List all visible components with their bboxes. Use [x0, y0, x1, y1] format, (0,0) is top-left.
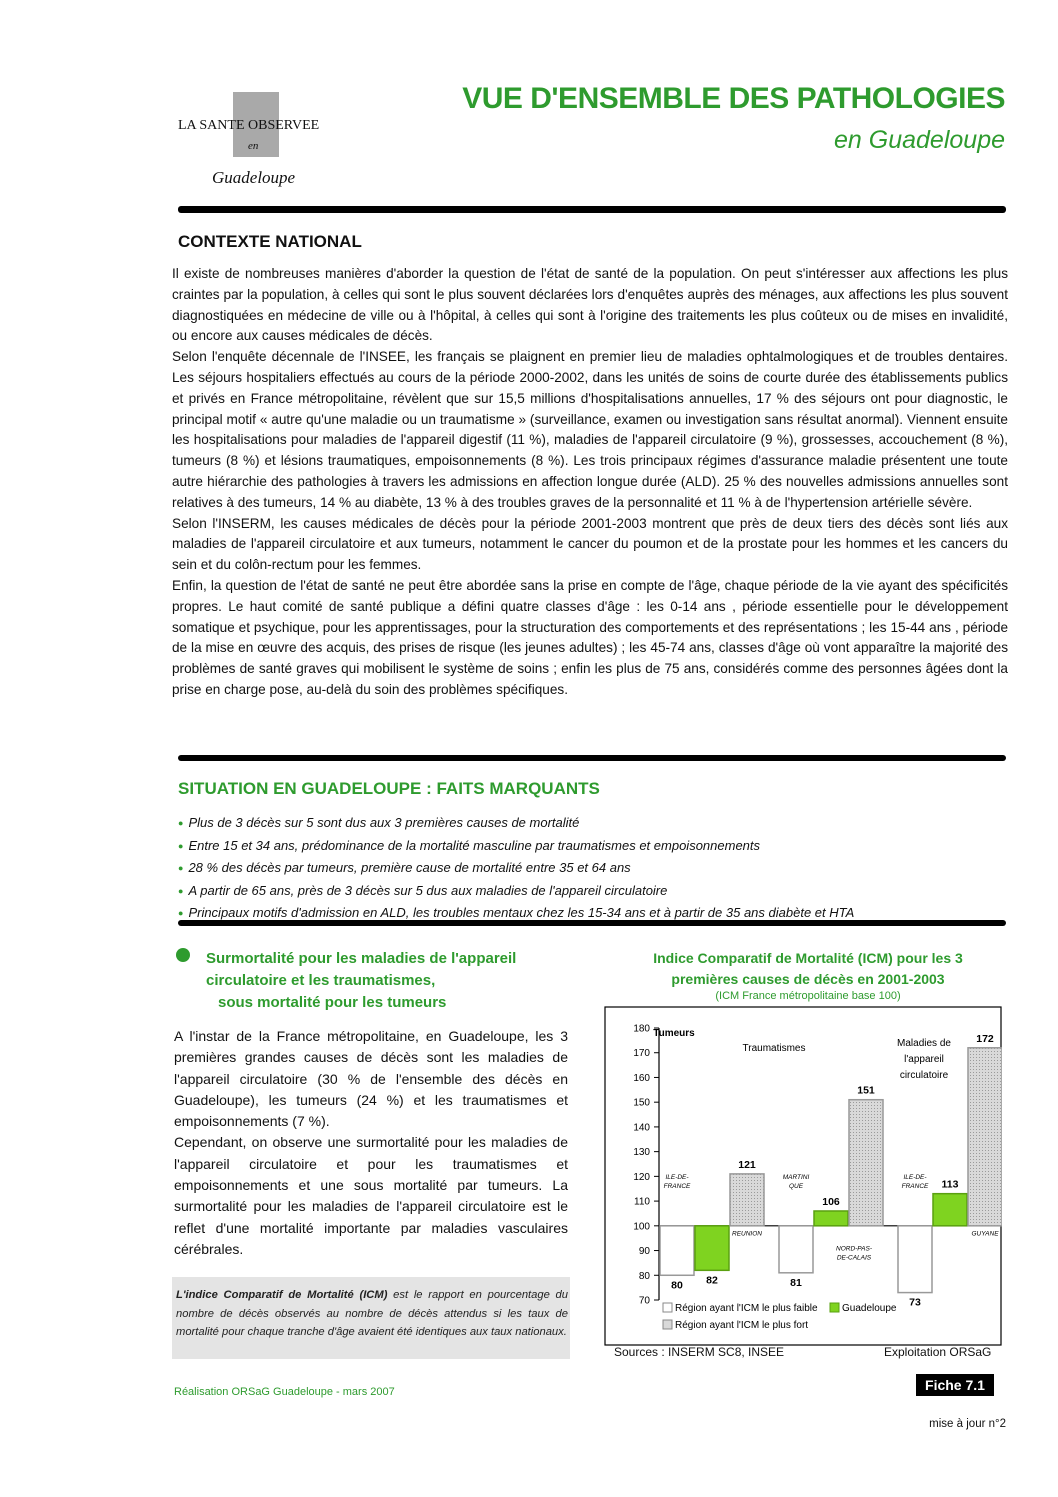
- chart-title: [608, 948, 1008, 990]
- data-label: 106: [822, 1195, 840, 1208]
- legend-label-highest: Région ayant l'ICM le plus fort: [675, 1320, 809, 1331]
- chart-title-line: premières causes de décès en 2001-2003: [671, 971, 945, 987]
- contexte-paragraph: Il existe de nombreuses manières d'aborder la question de l'état de santé de la population. On peut s'intéresser aux affections les plus craintes par la population, à celles qui sont le plus souvent déclarées lors d'enquêtes auprès des ménages, aux affections les plus souvent diagnostiquées en médecine de ville ou à l'hôpital, à celles qui sont à l'origine des traitements les plus coûteux ou de mises en invalidité, ou encore aux causes médicales de décès.: [172, 266, 1008, 344]
- logo-en: en: [248, 140, 259, 152]
- legend-swatch-highest: [663, 1320, 672, 1329]
- chart-title-line: Indice Comparatif de Mortalité (ICM) pour les 3: [653, 950, 963, 966]
- y-tick-label: 150: [633, 1097, 650, 1109]
- key-facts-list: [178, 812, 1008, 925]
- list-item: ● Entre 15 et 34 ans, prédominance de la mortalité masculine par traumatismes et empoisonnements: [178, 835, 1008, 858]
- chart-exploitation: Exploitation ORSaG: [884, 1345, 992, 1359]
- region-label: ILE-DE-: [665, 1173, 689, 1181]
- heading-line: sous mortalité pour les tumeurs: [218, 994, 447, 1011]
- bar-guadeloupe: [695, 1226, 729, 1271]
- region-label: QUE: [788, 1182, 804, 1190]
- data-label: 81: [790, 1276, 802, 1289]
- logo-text: LA SANTE OBSERVEE: [178, 118, 320, 133]
- bar-highest: [968, 1048, 1002, 1226]
- region-label: MARTINI: [782, 1173, 810, 1181]
- contexte-paragraph: Selon l'INSERM, les causes médicales de décès pour la période 2001-2003 montrent que près de deux tiers des décès sont liés aux maladies de l'appareil circulatoire et aux tumeurs, notamment le cancer du poumon et de la prostate pour les hommes et les cancers du sein et du colôn-rectum pour les femmes.: [172, 515, 1008, 573]
- footer-realisation: Réalisation ORSaG Guadeloupe - mars 2007: [174, 1386, 395, 1398]
- y-tick-label: 100: [633, 1221, 650, 1233]
- region-label: NORD-PAS-: [836, 1245, 872, 1253]
- y-tick-label: 160: [633, 1072, 650, 1084]
- heading-line: Surmortalité pour les maladies de l'appareil: [206, 950, 517, 967]
- y-tick-label: 70: [638, 1295, 650, 1307]
- y-tick-label: 140: [633, 1122, 650, 1134]
- region-label: FRANCE: [663, 1182, 691, 1190]
- bar-lowest: [660, 1226, 694, 1275]
- category-label: Maladies de: [897, 1038, 951, 1049]
- section-heading-situation: SITUATION EN GUADELOUPE : FAITS MARQUANTS: [178, 779, 600, 798]
- surmortalite-text: [174, 1026, 568, 1260]
- bar-lowest: [779, 1226, 813, 1273]
- contexte-paragraph: Selon l'enquête décennale de l'INSEE, les français se plaignent en premier lieu de maladies ophtalmologiques et de troubles dentaires. Les séjours hospitaliers effectués au cours de la période 2000-2002, dans les unités de soins de courte durée des établissements publics et privés en France métropolitaine, révèlent que sur 15,5 millions d'hospitalisations annuelles, 17 % des séjours ont pour diagnostic, le principal motif « autre qu'une maladie ou un traumatisme » (surveillance, examen ou investigation sans résultat anormal). Viennent ensuite les hospitalisations pour maladies de l'appareil digestif (11 %), maladies de l'appareil circulatoire (9 %), grossesses, accouchement (8 %), tumeurs (8 %) et lésions traumatiques, empoisonnements (8 %). Les trois principaux régimes d'assurance maladie présentent une toute autre hiérarchie des pathologies à travers les admissions en affection longue durée (ALD). 25 % des nouvelles admissions annuelles sont relatives à des tumeurs, 14 % au diabète, 13 % à des troubles graves de la personnalité et 11 % à de l'hypertension artérielle sévère.: [172, 349, 1008, 510]
- bullet-dot-icon: [176, 948, 190, 962]
- subsection-heading: [206, 948, 568, 1014]
- region-label: DE-CALAIS: [836, 1254, 872, 1262]
- region-label: ILE-DE-: [903, 1173, 927, 1181]
- contexte-text: [172, 264, 1008, 701]
- chart-sources: Sources : INSERM SC8, INSEE: [614, 1345, 785, 1359]
- y-tick-label: 130: [633, 1147, 650, 1159]
- list-item: ● 28 % des décès par tumeurs, première cause de mortalité entre 35 et 64 ans: [178, 857, 1008, 880]
- data-label: 172: [976, 1032, 994, 1045]
- body-paragraph: A l'instar de la France métropolitaine, en Guadeloupe, les 3 premières grandes causes de décès sont les maladies de l'appareil circulatoire (30 % de l'ensemble des décès en Guadeloupe), les tumeurs (24 %) et les traumatismes et empoisonnements (7 %).: [174, 1028, 568, 1130]
- data-label: 82: [706, 1274, 718, 1287]
- y-tick-label: 170: [633, 1048, 650, 1060]
- data-label: 73: [909, 1296, 921, 1309]
- logo-region: Guadeloupe: [212, 168, 296, 187]
- list-item: ● Plus de 3 décès sur 5 sont dus aux 3 premières causes de mortalité: [178, 812, 1008, 835]
- bar-guadeloupe: [814, 1211, 848, 1226]
- y-tick-label: 180: [633, 1023, 650, 1035]
- legend-label-guadeloupe: Guadeloupe: [842, 1303, 897, 1314]
- list-item: ● Principaux motifs d'admission en ALD, les troubles mentaux chez les 15-34 ans et à partir de 35 ans diabète et HTA: [178, 902, 1008, 925]
- category-label: Traumatismes: [742, 1043, 806, 1054]
- section-divider: [178, 755, 1006, 761]
- y-tick-label: 80: [638, 1270, 650, 1282]
- chart-subtitle: (ICM France métropolitaine base 100): [715, 990, 901, 1002]
- region-label: REUNION: [732, 1230, 762, 1238]
- definition-text: [176, 1286, 568, 1342]
- bar-guadeloupe: [933, 1194, 967, 1226]
- list-item: ● A partir de 65 ans, près de 3 décès sur 5 dus aux maladies de l'appareil circulatoire: [178, 880, 1008, 903]
- category-label: Tumeurs: [653, 1028, 695, 1039]
- page-subtitle: en Guadeloupe: [834, 126, 1005, 154]
- region-label: GUYANE: [971, 1230, 999, 1238]
- definition-body: est le rapport en pourcentage du nombre de décès observés au nombre de décès attendus si les taux de mortalité pour chaque tranche d'âge avaient été identiques aux taux nationaux.: [176, 1289, 568, 1338]
- update-note: mise à jour n°2: [929, 1418, 1006, 1430]
- page-title: VUE D'ENSEMBLE DES PATHOLOGIES: [462, 82, 1005, 115]
- definition-term: L'indice Comparatif de Mortalité (ICM): [176, 1289, 388, 1301]
- y-tick-label: 110: [634, 1196, 650, 1208]
- fiche-badge: Fiche 7.1: [916, 1374, 994, 1396]
- section-divider: [178, 920, 1006, 926]
- body-paragraph: Cependant, on observe une surmortalité pour les maladies de l'appareil circulatoire et pour les traumatismes et empoisonnements et une sous mortalité par tumeurs. La surmortalité pour les maladies de l'appareil circulatoire est le reflet d'une mortalité importante par maladies vasculaires cérébrales.: [174, 1134, 568, 1257]
- bar-lowest: [898, 1226, 932, 1293]
- y-tick-label: 120: [633, 1171, 650, 1183]
- region-label: FRANCE: [901, 1182, 929, 1190]
- y-tick-label: 90: [638, 1246, 650, 1258]
- category-label: l'appareil: [904, 1054, 944, 1065]
- legend-swatch-lowest: [663, 1303, 672, 1312]
- bar-highest: [730, 1174, 764, 1226]
- data-label: 113: [941, 1178, 959, 1191]
- legend-label-lowest: Région ayant l'ICM le plus faible: [675, 1303, 818, 1314]
- data-label: 151: [857, 1084, 875, 1097]
- bar-highest: [849, 1100, 883, 1226]
- section-heading-contexte: CONTEXTE NATIONAL: [178, 232, 362, 251]
- legend-swatch-guadeloupe: [830, 1303, 839, 1312]
- data-label: 80: [671, 1279, 683, 1292]
- contexte-paragraph: Enfin, la question de l'état de santé ne peut être abordée sans la prise en compte de l'âge, chaque période de la vie ayant des spécificités propres. Le haut comité de santé publique a défini quatre classes d'âge : les 0-14 ans , période essentielle pour le développement somatique et psychique, pour les apprentissages, pour la structuration des comportements et des représentations ; les 15-44 ans , période de la mise en œuvre des acquis, des prises de risque (les jeunes adultes) ; les 45-74 ans, classes d'âge où vont apparaître la majorité des problèmes de santé graves qui mobilisent le système de soins ; enfin les plus de 75 ans, considérés comme des personnes âgées dont la prise en charge pose, au-delà du soin des problèmes spécifiques.: [172, 577, 1008, 697]
- data-label: 121: [738, 1158, 756, 1171]
- icm-bar-chart: [604, 1006, 1002, 1346]
- heading-line: circulatoire et les traumatismes,: [206, 972, 436, 989]
- header-divider: [178, 206, 1006, 213]
- category-label: circulatoire: [899, 1070, 949, 1081]
